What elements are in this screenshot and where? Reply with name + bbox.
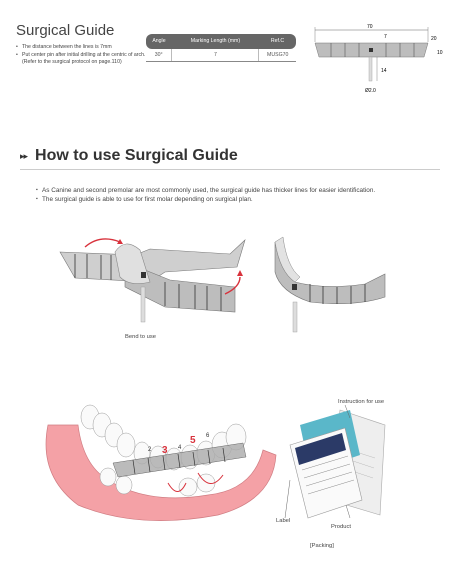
dim-pin-length: 14 [381, 68, 387, 74]
usage-notes [36, 186, 446, 204]
center-pin [369, 57, 372, 81]
col-ref: Ref.C [259, 34, 296, 49]
product-caption: Product [331, 524, 351, 530]
divider [20, 169, 440, 170]
tooth-number: 6 [206, 433, 210, 439]
cell-angle: 30° [146, 49, 172, 62]
spec-bullet: • Put center pin after initial drilling at the centric of arch. (Refer to the surgical protocol on page.110) [16, 52, 156, 66]
packing-illustration [270, 400, 445, 525]
col-angle: Angle [146, 34, 172, 49]
tooth-number: 2 [148, 447, 152, 453]
tooth-number: 5 [190, 435, 196, 446]
center-pin [141, 287, 145, 322]
section-header [20, 147, 238, 165]
spec-table [146, 34, 296, 62]
col-marking-length: Marking Length (mm) [172, 34, 259, 49]
dim-height-b: 10 [437, 50, 443, 56]
table-row [146, 49, 296, 62]
bend-illustration [55, 232, 395, 342]
tooth-number: 4 [178, 445, 182, 451]
guide-specs-list [16, 44, 156, 67]
dim-pin-dia: Ø2.0 [365, 88, 376, 94]
bend-arrow-icon [85, 239, 120, 247]
note-item: ▪ As Canine and second premolar are most commonly used, the surgical guide has thicker lines for easier identification. [36, 186, 446, 195]
bend-caption: Bend to use [125, 334, 156, 340]
dim-mark: 7 [384, 34, 387, 40]
jaw-illustration [38, 395, 278, 535]
cell-length: 7 [172, 49, 259, 62]
dim-height-a: 20 [431, 36, 437, 42]
label-caption: Label [276, 518, 291, 524]
spec-bullet: • The distance between the lines is 7mm [16, 44, 156, 51]
packing-caption: [Packing] [310, 543, 334, 549]
tooth-number: 3 [162, 445, 168, 456]
cell-ref: MUSG70 [259, 49, 296, 62]
instruction-label: Instruction for use [338, 399, 385, 405]
note-item: ▪ The surgical guide is able to use for first molar depending on surgical plan. [36, 195, 446, 204]
double-arrow-icon: ▸▸ [20, 150, 28, 161]
dimension-drawing [305, 22, 445, 102]
section-title: How to use Surgical Guide [35, 147, 238, 164]
page-title: Surgical Guide [16, 22, 115, 39]
dim-width: 70 [367, 24, 373, 30]
